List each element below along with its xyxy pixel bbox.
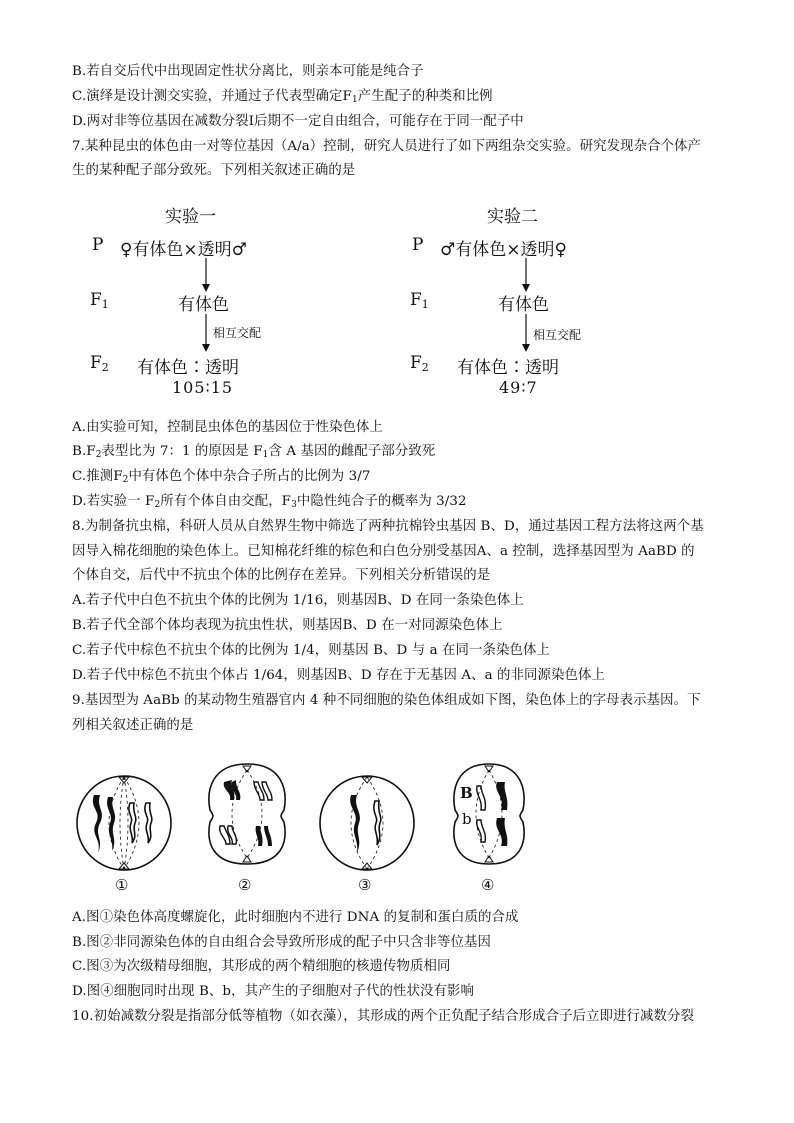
experiment-2-f2-phenotypes: 有体色∶透明 xyxy=(457,358,559,378)
cell-4-caption: ④ xyxy=(481,876,495,894)
q6-option-c: C.演绎是设计测交实验，并通过子代表型确定$F_1$产生配子的种类和比例 xyxy=(72,89,493,105)
q6-option-d: D.两对非等位基因在减数分裂Ⅰ后期不一定自由组合，可能存在于同一配子中 xyxy=(72,114,524,129)
experiment-2-f1-label: F1 xyxy=(410,290,429,311)
experiment-1-f2-ratio: 105∶15 xyxy=(172,378,234,397)
q7-option-a: A.由实验可知，控制昆虫体色的基因位于性染色体上 xyxy=(72,420,383,435)
experiment-1-arrow-f1-to-f2 xyxy=(200,314,212,354)
experiment-1-f1-phenotype: 有体色 xyxy=(178,295,229,315)
gene-label-B: B xyxy=(460,784,473,802)
cell-2-caption: ② xyxy=(238,876,252,894)
cell-3-diagram xyxy=(317,773,417,873)
q8-option-b: B.若子代全部个体均表现为抗虫性状，则基因B、D 在一对同源染色体上 xyxy=(72,618,503,633)
q9-option-d: D.图④细胞同时出现 B、b，其产生的子细胞对子代的性状没有影响 xyxy=(72,984,474,999)
experiment-1-arrow-p-to-f1 xyxy=(200,258,212,294)
experiment-1-mating-label: 相互交配 xyxy=(213,326,262,340)
cell-1-caption: ① xyxy=(115,876,129,894)
experiment-2-f1-phenotype: 有体色 xyxy=(498,295,549,315)
q7-stem-line1: 7.某种昆虫的体色由一对等位基因（A/a）控制，研究人员进行了如下两组杂交实验。研究发现杂合个体产 xyxy=(72,139,702,154)
q9-option-c: C.图③为次级精母细胞，其形成的两个精细胞的核遗传物质相同 xyxy=(72,959,451,974)
q8-stem-line3: 个体自交，后代中不抗虫个体的比例存在差异。下列相关分析错误的是 xyxy=(72,568,491,583)
q7-option-b: $B.F_2$表型比为 7：1 的原因是 $F_1$含 A 基因的雌配子部分致死 xyxy=(72,444,436,460)
experiment-2-mating-label: 相互交配 xyxy=(533,328,582,342)
experiment-2-title: 实验二 xyxy=(487,207,538,227)
experiment-1-parent-cross: ♀有体色×透明♂ xyxy=(120,240,247,260)
cell-2-diagram xyxy=(202,760,292,868)
experiment-2-f2-label: F2 xyxy=(410,353,429,374)
q8-stem-line1: 8.为制备抗虫棉，科研人员从自然界生物中筛选了两种抗棉铃虫基因 B、D，通过基因工程方法将这两个基 xyxy=(72,519,704,534)
experiment-2-arrow-f1-to-f2 xyxy=(520,314,532,354)
experiment-2-p-label: P xyxy=(412,235,424,255)
experiment-2-parent-cross: ♂有体色×透明♀ xyxy=(440,240,567,260)
q9-stem-line1: 9.基因型为 AaBb 的某动物生殖器官内 4 种不同细胞的染色体组成如下图，染色体上的字母表示基因。下 xyxy=(72,693,701,708)
experiment-1-p-label: P xyxy=(92,235,104,255)
cell-3-caption: ③ xyxy=(358,876,372,894)
q7-option-d: D.若实验一 $F_2$所有个体自由交配，$F_3$中隐性纯合子的概率为 3/32 xyxy=(72,494,467,510)
gene-label-b: b xyxy=(462,810,472,828)
q7-stem-line2: 生的某种配子部分致死。下列相关叙述正确的是 xyxy=(72,163,356,178)
q8-stem-line2: 因导入棉花细胞的染色体上。已知棉花纤维的棕色和白色分别受基因A、a 控制，选择基因型为 AaBD 的 xyxy=(72,544,695,559)
experiment-2-arrow-p-to-f1 xyxy=(520,258,532,294)
q10-stem: 10.初始减数分裂是指部分低等植物（如衣藻），其形成的两个正负配子结合形成合子后立即进行减数分裂 xyxy=(72,1009,694,1024)
q8-option-c: C.若子代中棕色不抗虫个体的比例为 1/4，则基因 B、D 与 a 在同一条染色体上 xyxy=(72,643,550,658)
experiment-1-f1-label: F1 xyxy=(90,290,109,311)
q8-option-d: D.若子代中棕色不抗虫个体占 1/64，则基因B、D 存在于无基因 A、a 的非同源染色体上 xyxy=(72,668,605,683)
q9-option-b: B.图②非同源染色体的自由组合会导致所形成的配子中只含非等位基因 xyxy=(72,935,492,950)
experiment-2-f2-ratio: 49∶7 xyxy=(499,378,538,397)
q9-stem-line2: 列相关叙述正确的是 xyxy=(72,718,194,733)
q9-option-a: A.图①染色体高度螺旋化，此时细胞内不进行 DNA 的复制和蛋白质的合成 xyxy=(72,910,519,925)
q7-option-c: C.推测$F_2$中有体色个体中杂合子所占的比例为 3/7 xyxy=(72,469,371,485)
experiment-1-f2-phenotypes: 有体色∶透明 xyxy=(137,358,239,378)
experiment-1-title: 实验一 xyxy=(165,207,216,227)
experiment-1-f2-label: F2 xyxy=(90,353,109,374)
cell-1-diagram xyxy=(74,773,174,873)
q8-option-a: A.若子代中白色不抗虫个体的比例为 1/16，则基因B、D 在同一条染色体上 xyxy=(72,593,524,608)
q6-option-b: B.若自交后代中出现固定性状分离比，则亲本可能是纯合子 xyxy=(72,64,424,79)
cell-4-diagram xyxy=(447,760,531,868)
